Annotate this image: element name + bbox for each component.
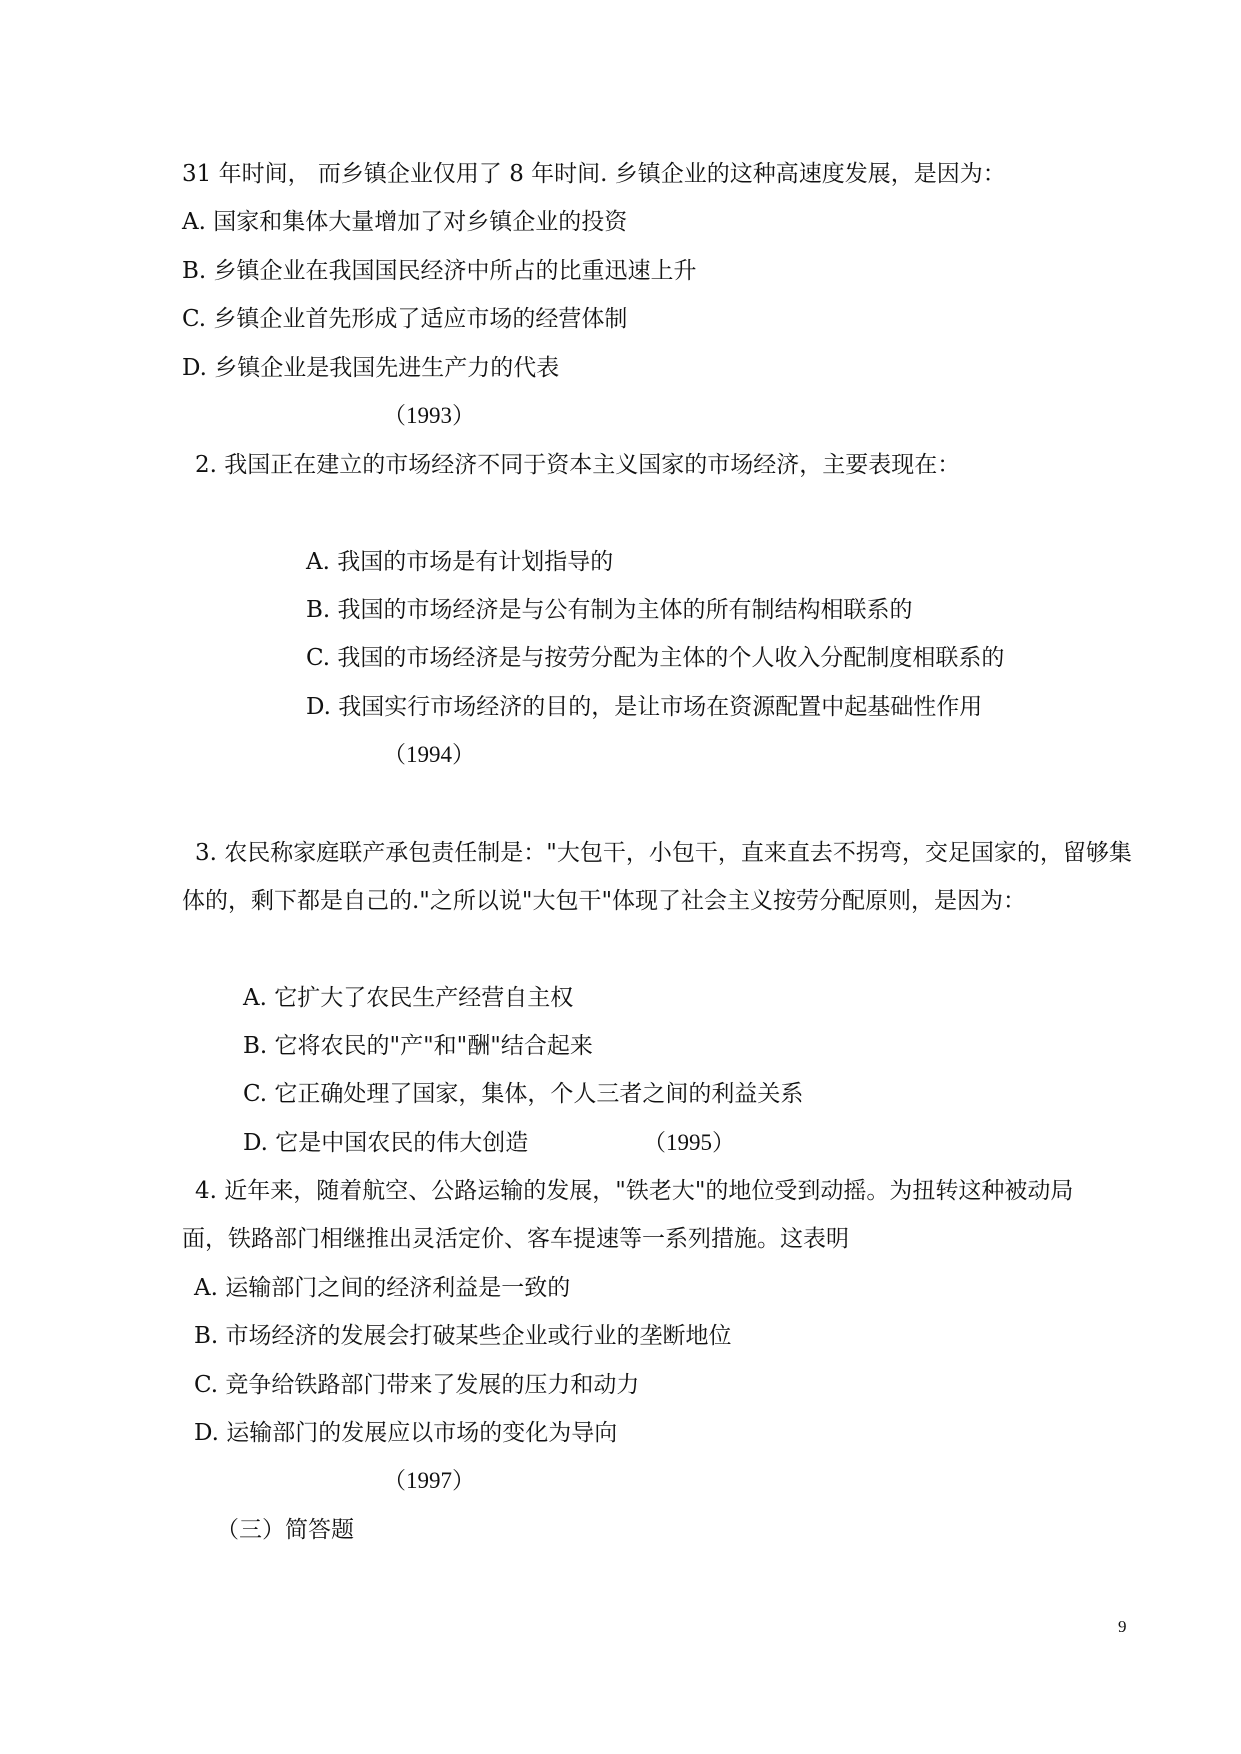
q1-year: （1993） <box>383 403 475 428</box>
q4-stem-line-2: 面，铁路部门相继推出灵活定价、客车提速等一系列措施。这表明 <box>182 1226 849 1252</box>
q2-option-d: D. 我国实行市场经济的目的，是让市场在资源配置中起基础性作用 <box>306 694 983 720</box>
q1-option-d: D. 乡镇企业是我国先进生产力的代表 <box>182 355 560 381</box>
q3-option-c: C. 它正确处理了国家，集体，个人三者之间的利益关系 <box>243 1081 804 1107</box>
q1-option-b: B. 乡镇企业在我国国民经济中所占的比重迅速上升 <box>182 258 697 284</box>
q3-stem-line-2: 体的，剩下都是自己的."之所以说"大包干"体现了社会主义按劳分配原则，是因为： <box>182 888 1027 914</box>
q4-year: （1997） <box>383 1468 475 1493</box>
q4-stem-line-1: 4. 近年来，随着航空、公路运输的发展，"铁老大"的地位受到动摇。为扭转这种被动局 <box>195 1178 1074 1204</box>
page-number: 9 <box>1118 1617 1127 1636</box>
q3-option-a: A. 它扩大了农民生产经营自主权 <box>243 985 574 1011</box>
q2-option-c: C. 我国的市场经济是与按劳分配为主体的个人收入分配制度相联系的 <box>306 645 1005 671</box>
q2-option-a: A. 我国的市场是有计划指导的 <box>306 549 614 575</box>
q1-stem-continued: 31 年时间， 而乡镇企业仅用了 8 年时间. 乡镇企业的这种高速度发展，是因为： <box>182 161 1006 187</box>
q4-option-b: B. 市场经济的发展会打破某些企业或行业的垄断地位 <box>194 1323 732 1349</box>
q3-option-b: B. 它将农民的"产"和"酬"结合起来 <box>243 1033 593 1059</box>
q1-option-a: A. 国家和集体大量增加了对乡镇企业的投资 <box>182 209 628 235</box>
q3-stem-line-1: 3. 农民称家庭联产承包责任制是："大包干，小包干，直来直去不拐弯，交足国家的，留够集 <box>195 840 1132 866</box>
q4-option-d: D. 运输部门的发展应以市场的变化为导向 <box>194 1420 618 1446</box>
q2-option-b: B. 我国的市场经济是与公有制为主体的所有制结构相联系的 <box>306 597 913 623</box>
q2-year: （1994） <box>383 742 475 767</box>
q3-option-d: D. 它是中国农民的伟大创造 <box>243 1130 529 1156</box>
q4-option-a: A. 运输部门之间的经济利益是一致的 <box>194 1275 571 1301</box>
q4-option-c: C. 竞争给铁路部门带来了发展的压力和动力 <box>194 1372 640 1398</box>
q1-option-c: C. 乡镇企业首先形成了适应市场的经营体制 <box>182 306 628 332</box>
section-heading: （三）简答题 <box>216 1517 354 1543</box>
q3-year: （1995） <box>643 1130 735 1155</box>
q2-stem: 2. 我国正在建立的市场经济不同于资本主义国家的市场经济，主要表现在： <box>195 452 961 478</box>
